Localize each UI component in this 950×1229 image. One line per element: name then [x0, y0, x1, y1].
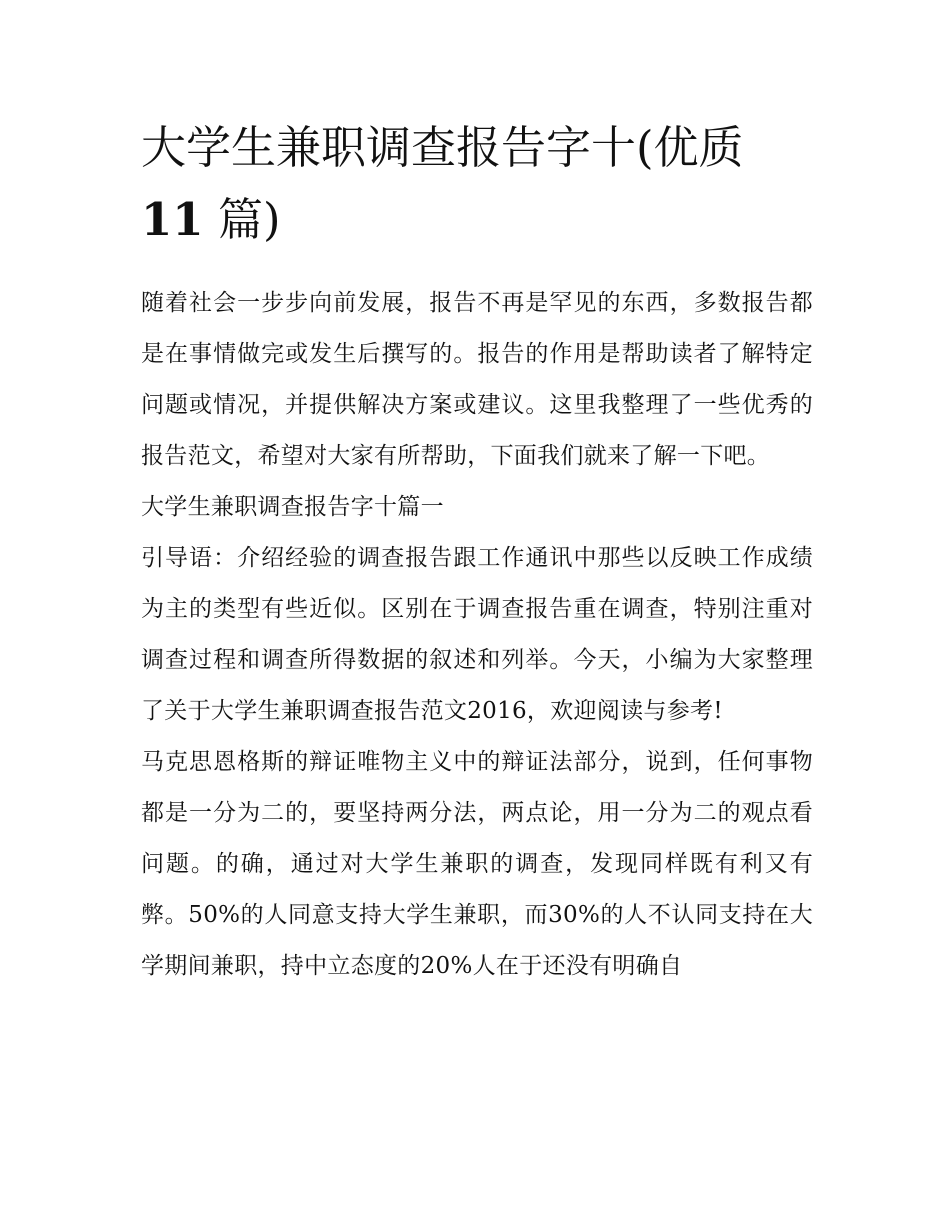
lead-paragraph: 引导语：介绍经验的调查报告跟工作通讯中那些以反映工作成绩为主的类型有些近似。区别在于调查报告重在调查，特别注重对调查过程和调查所得数据的叙述和列举。今天，小编为大家整理了关于大学生兼职调查报告范文2016，欢迎阅读与参考! — [141, 545, 813, 724]
document-content — [141, 112, 813, 992]
intro-paragraph: 随着社会一步步向前发展，报告不再是罕见的东西，多数报告都是在事情做完或发生后撰写的。报告的作用是帮助读者了解特定问题或情况，并提供解决方案或建议。这里我整理了一些优秀的报告范文，希望对大家有所帮助，下面我们就来了解一下吧。 — [141, 290, 813, 469]
section-heading: 大学生兼职调查报告字十篇一 — [141, 494, 444, 520]
document-title — [141, 112, 813, 256]
body-paragraph: 马克思恩格斯的辩证唯物主义中的辩证法部分，说到，任何事物都是一分为二的，要坚持两分法，两点论，用一分为二的观点看问题。的确，通过对大学生兼职的调查，发现同样既有利又有弊。50%的人同意支持大学生兼职，而30%的人不认同支持在大学期间兼职，持中立态度的20%人在于还没有明确自 — [141, 749, 813, 979]
title-line-1: 大学生兼职调查报告字十(优质 — [141, 121, 744, 174]
title-line-2: 篇) — [217, 193, 281, 246]
title-article-count: 11 — [141, 193, 204, 246]
